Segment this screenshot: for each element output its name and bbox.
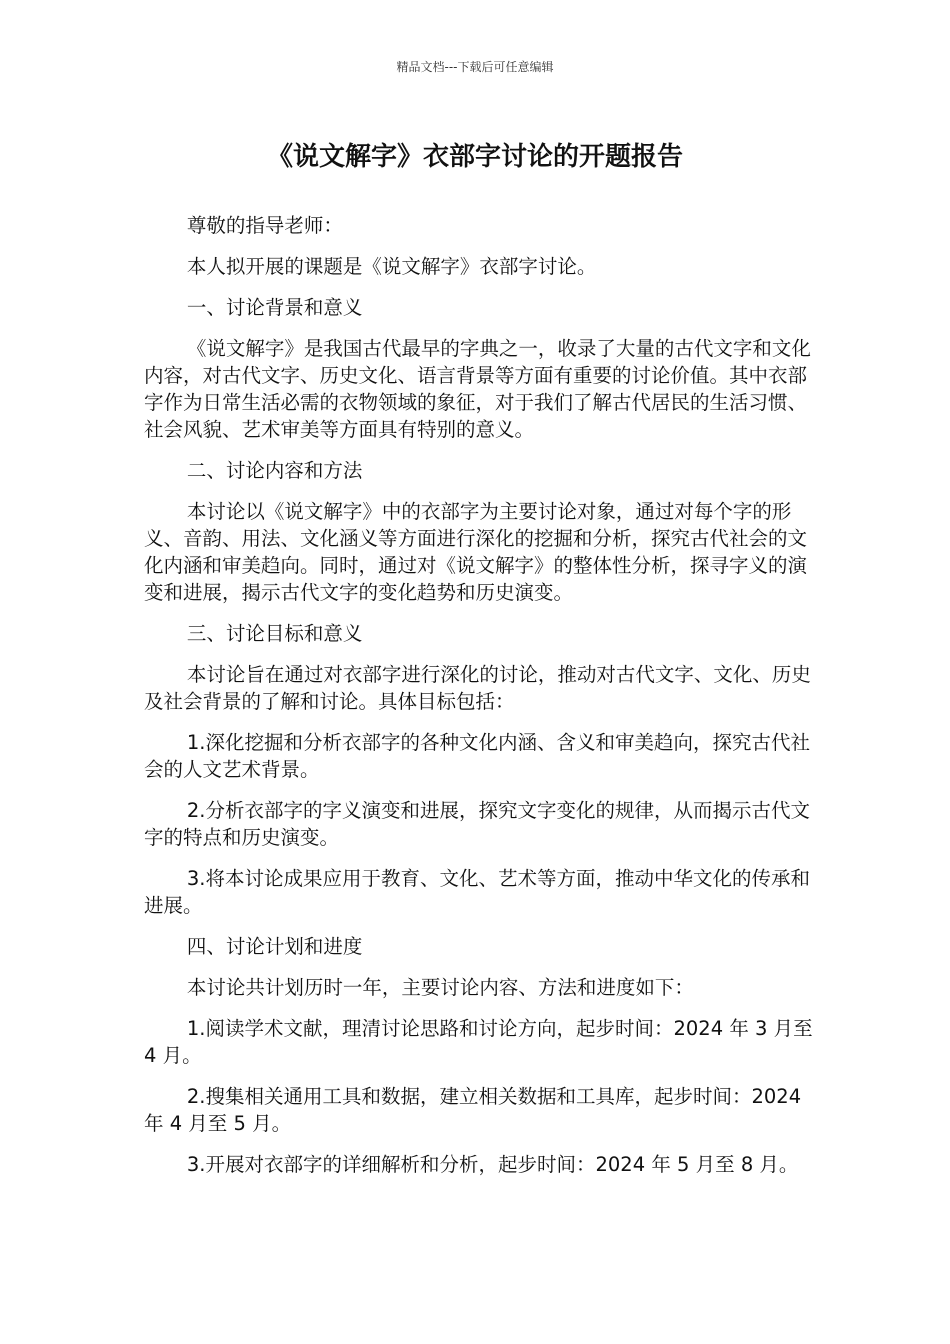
plan-item-2: 2.搜集相关通用工具和数据，建立相关数据和工具库，起步时间：2024 年 4 月至 5 月。 bbox=[144, 1085, 802, 1135]
topic-statement: 本人拟开展的课题是《说文解字》衣部字讨论。 bbox=[186, 255, 597, 278]
section-heading-plan: 四、讨论计划和进度 bbox=[186, 935, 363, 958]
paragraph-background: 《说文解字》是我国古代最早的字典之一，收录了大量的古代文字和文化内容，对古代文字、历史文化、语言背景等方面有重要的讨论价值。其中衣部字作为日常生活必需的衣物领域的象征，对于我们了解古代居民的生活习惯、社会风貌、艺术审美等方面具有特别的意义。 bbox=[144, 337, 811, 441]
paragraph-plan-intro: 本讨论共计划历时一年，主要讨论内容、方法和进度如下： bbox=[186, 976, 694, 999]
plan-item-3: 3.开展对衣部字的详细解析和分析，起步时间：2024 年 5 月至 8 月。 bbox=[186, 1153, 799, 1176]
section-heading-goals: 三、讨论目标和意义 bbox=[186, 622, 363, 645]
section-heading-content-method: 二、讨论内容和方法 bbox=[186, 459, 363, 482]
paragraph-content-method: 本讨论以《说文解字》中的衣部字为主要讨论对象，通过对每个字的形义、音韵、用法、文化涵义等方面进行深化的挖掘和分析，探究古代社会的文化内涵和审美趋向。同时，通过对《说文解字》的整体性分析，探寻字义的演变和进展，揭示古代文字的变化趋势和历史演变。 bbox=[144, 500, 808, 604]
paragraph-goals-intro: 本讨论旨在通过对衣部字进行深化的讨论，推动对古代文字、文化、历史及社会背景的了解和讨论。具体目标包括： bbox=[144, 663, 811, 713]
header-note: 精品文档---下载后可任意编辑 bbox=[396, 60, 554, 74]
goal-item-3: 3.将本讨论成果应用于教育、文化、艺术等方面，推动中华文化的传承和进展。 bbox=[144, 867, 810, 917]
document-title: 《说文解字》衣部字讨论的开题报告 bbox=[266, 142, 683, 172]
section-heading-background: 一、讨论背景和意义 bbox=[186, 296, 363, 319]
salutation: 尊敬的指导老师： bbox=[186, 214, 343, 237]
goal-item-1: 1.深化挖掘和分析衣部字的各种文化内涵、含义和审美趋向，探究古代社会的人文艺术背景。 bbox=[144, 731, 810, 781]
goal-item-2: 2.分析衣部字的字义演变和进展，探究文字变化的规律，从而揭示古代文字的特点和历史演变。 bbox=[144, 799, 810, 849]
document-body bbox=[144, 212, 816, 1192]
plan-item-1: 1.阅读学术文献，理清讨论思路和讨论方向，起步时间：2024 年 3 月至 4 月。 bbox=[144, 1017, 813, 1067]
